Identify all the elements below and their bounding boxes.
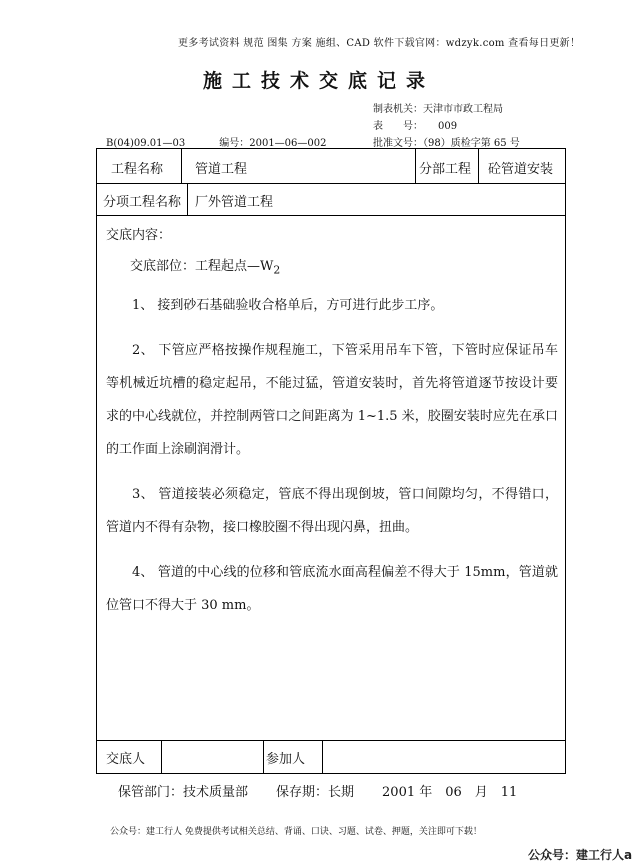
content-heading: 交底内容： <box>106 228 172 243</box>
subitem-value: 厂外管道工程 <box>195 195 274 210</box>
disclosure-content <box>106 224 558 634</box>
location-text: 交底部位：工程起点—W <box>130 259 274 274</box>
disclosure-location <box>130 255 558 277</box>
document-title: 施工技术交底记录 <box>202 70 435 92</box>
column-divider <box>263 740 264 773</box>
division-value: 砼管道安装 <box>488 162 554 177</box>
project-name-value: 管道工程 <box>195 162 248 177</box>
requirement-item: 3、 管道接装必须稳定，管底不得出现倒坡，管口间隙均匀，不得错口，管道内不得有杂物，接口橡胶圈不得出现闪鼻，扭曲。 <box>106 486 558 535</box>
project-name-label: 工程名称 <box>111 162 164 177</box>
column-divider <box>187 183 188 215</box>
custody-line <box>118 781 545 800</box>
column-divider <box>478 149 479 183</box>
subitem-label: 分项工程名称 <box>103 195 182 210</box>
division-label: 分部工程 <box>419 162 472 177</box>
requirement-item: 4、 管道的中心线的位移和管底流水面高程偏差不得大于 15mm，管道就位管口不得大于 30 mm。 <box>106 564 558 613</box>
presenter-label: 交底人 <box>106 752 146 767</box>
retention-period: 保存期：长期 <box>276 785 355 800</box>
form-code: B(04)09.01—03 <box>106 138 186 149</box>
custody-dept: 保管部门：技术质量部 <box>118 785 249 800</box>
record-date: 2001 年 06 月 11 <box>382 785 518 800</box>
table-number: 表 号： 009 <box>373 121 458 132</box>
row-divider <box>97 740 565 741</box>
form-code-line <box>106 134 327 149</box>
requirement-item: 1、 接到砂石基础验收合格单后，方可进行此步工序。 <box>132 297 444 313</box>
column-divider <box>415 149 416 183</box>
serial-number: 编号：2001—06—002 <box>219 138 327 149</box>
row-divider <box>97 183 565 184</box>
participant-label: 参加人 <box>266 752 306 767</box>
promo-note: 公众号：建工行人 免费提供考试相关总结、背诵、口诀、习题、试卷、押题，关注即可下载！ <box>110 827 482 837</box>
row-divider <box>97 215 565 216</box>
approval-number: 批准文号：（98）质检字第 65 号 <box>373 138 520 149</box>
requirement-item: 2、 下管应严格按操作规程施工，下管采用吊车下管，下管时应保证吊车等机械近坑槽的稳定起吊，不能过猛，管道安装时，首先将管道逐节按设计要求的中心线就位，并控制两管口之间距离为 1~1.5 米，胶圈安装时应先在承口的工作面上涂刷润滑计。 <box>106 342 558 457</box>
issuing-authority: 制表机关：天津市市政工程局 <box>373 104 503 115</box>
location-subscript: 2 <box>273 263 281 277</box>
column-divider <box>161 740 162 773</box>
watermark: 公众号：建工行人a <box>528 848 633 862</box>
download-banner: 更多考试资料 规范 图集 方案 施组、CAD 软件下载官网：wdzyk.com 查看每日更新！ <box>178 38 581 49</box>
column-divider <box>181 149 182 183</box>
column-divider <box>322 740 323 773</box>
